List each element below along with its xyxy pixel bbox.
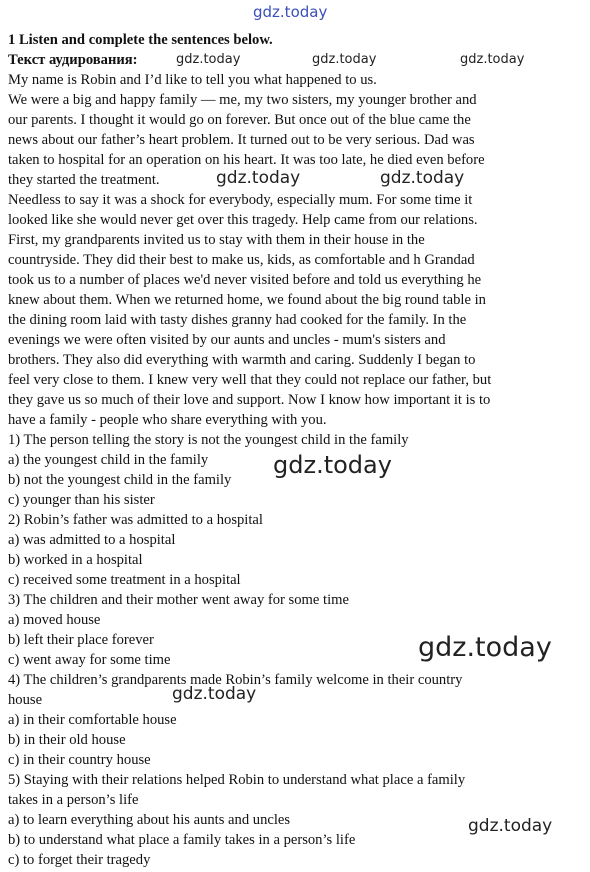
watermark: gdz.today	[273, 451, 392, 479]
watermark: gdz.today	[460, 52, 525, 67]
story-line: feel very close to them. I knew very well that they could not replace our father, but	[8, 372, 492, 388]
question-text: 3) The children and their mother went away for some time	[8, 592, 349, 608]
watermark: gdz.today	[172, 684, 257, 704]
question-text-continued: takes in a person’s life	[8, 792, 139, 808]
watermark: gdz.today	[312, 52, 377, 67]
story-line: brothers. They also did everything with warmth and caring. Suddenly I began to	[8, 352, 476, 368]
story-line: have a family - people who share everything with you.	[8, 412, 327, 428]
answer-option: b) to understand what place a family takes in a person’s life	[8, 832, 356, 848]
story-line: evenings we were often visited by our aunts and uncles - mum's sisters and	[8, 332, 446, 348]
question-2	[8, 510, 584, 590]
document	[8, 30, 584, 870]
story-line: First, my grandparents invited us to stay with them in their house in the	[8, 232, 425, 248]
story-line: they gave us so much of their love and support. Now I know how important it is to	[8, 392, 491, 408]
question-text: 5) Staying with their relations helped Robin to understand what place a family	[8, 772, 466, 788]
answer-option: c) to forget their tragedy	[8, 852, 151, 868]
question-text: 4) The children’s grandparents made Robin’s family welcome in their country	[8, 672, 463, 688]
story-line: took us to a number of places we'd never visited before and told us everything he	[8, 272, 482, 288]
watermark-top: gdz.today	[253, 3, 328, 21]
question-4	[8, 670, 584, 770]
story-line: our parents. I thought it would go on forever. But once out of the blue came the	[8, 112, 471, 128]
answer-option: c) went away for some time	[8, 652, 171, 668]
answer-option: a) moved house	[8, 612, 101, 628]
watermark: gdz.today	[216, 168, 301, 188]
story-line: they started the treatment.	[8, 172, 160, 188]
story-line: the dining room laid with tasty dishes granny had cooked for the family. In the	[8, 312, 467, 328]
exercise-title: 1 Listen and complete the sentences below.	[8, 32, 273, 48]
answer-option: b) not the youngest child in the family	[8, 472, 232, 488]
story-line: We were a big and happy family — me, my two sisters, my younger brother and	[8, 92, 477, 108]
story-text	[8, 70, 584, 430]
answer-option: a) to learn everything about his aunts and uncles	[8, 812, 291, 828]
answer-option: a) in their comfortable house	[8, 712, 177, 728]
answer-option: a) was admitted to a hospital	[8, 532, 176, 548]
story-line: news about our father’s heart problem. It turned out to be very serious. Dad was	[8, 132, 475, 148]
question-text: 1) The person telling the story is not the youngest child in the family	[8, 432, 409, 448]
story-line: knew about them. When we returned home, we found about the big round table in	[8, 292, 486, 308]
answer-option: b) in their old house	[8, 732, 126, 748]
question-text-continued: house	[8, 692, 43, 708]
story-line: My name is Robin and I’d like to tell you what happened to us.	[8, 72, 377, 88]
answer-option: b) worked in a hospital	[8, 552, 143, 568]
story-line: Needless to say it was a shock for everybody, especially mum. For some time it	[8, 192, 473, 208]
answer-option: b) left their place forever	[8, 632, 154, 648]
story-line: countryside. They did their best to make us, kids, as comfortable and h Grandad	[8, 252, 475, 268]
story-line: taken to hospital for an operation on his heart. It was too late, he died even before	[8, 152, 485, 168]
answer-option: a) the youngest child in the family	[8, 452, 209, 468]
story-line: looked like she would never get over this tragedy. Help came from our relations.	[8, 212, 478, 228]
question-text: 2) Robin’s father was admitted to a hospital	[8, 512, 263, 528]
watermark: gdz.today	[418, 632, 552, 663]
answer-option: c) in their country house	[8, 752, 151, 768]
transcript-heading: Текст аудирования:	[8, 52, 138, 68]
watermark: gdz.today	[380, 168, 465, 188]
watermark: gdz.today	[468, 816, 553, 836]
answer-option: c) received some treatment in a hospital	[8, 572, 241, 588]
answer-option: c) younger than his sister	[8, 492, 155, 508]
watermark: gdz.today	[176, 52, 241, 67]
